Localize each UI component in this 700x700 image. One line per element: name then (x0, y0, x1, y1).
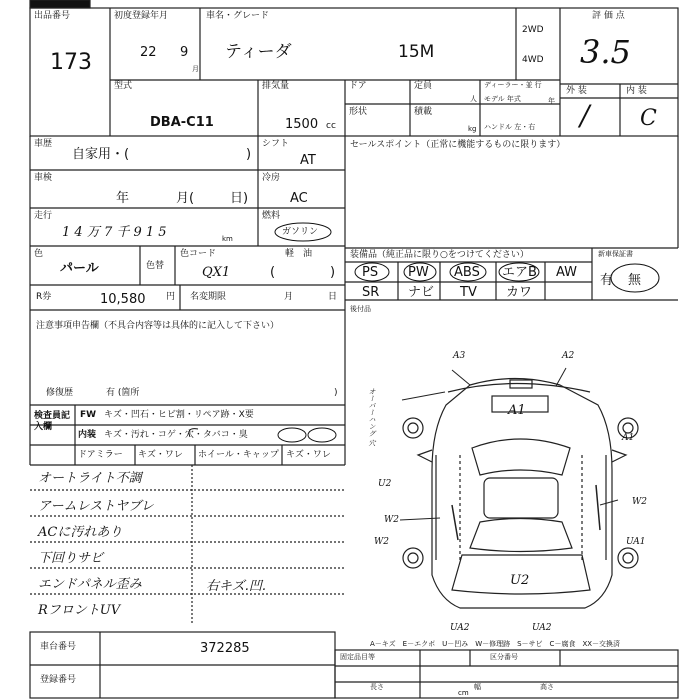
first-reg-month: 9 (180, 45, 189, 60)
handwritten-note: オートライト不調 (38, 471, 142, 486)
warranty-yes: 有 (600, 273, 614, 288)
equip-navi: ナビ (408, 285, 435, 300)
check-fw-text: キズ・凹石・ヒビ割・リペア跡・X要 (104, 410, 254, 420)
capacity-label: 定員 (414, 81, 433, 91)
recycle-value: 10,580 (100, 292, 146, 307)
drive-4wd: 4WD (522, 55, 544, 65)
mark-a2: A2 (562, 351, 575, 361)
equip-abs: ABS (454, 265, 480, 280)
shape-label: 形状 (349, 107, 368, 117)
fixed-label: 固定品目等 (340, 653, 375, 661)
cm-unit: cm (458, 689, 469, 697)
first-reg-label: 初度登録年月 (114, 11, 169, 21)
mark-ua2-right: UA2 (532, 623, 552, 633)
check-fw-label: FW (80, 410, 97, 420)
model-year-unit: 年 (548, 97, 555, 105)
repair-value: 有 (箇所 (106, 388, 140, 398)
mileage-value: 1 4 万 7 千 9 1 5 (62, 225, 167, 240)
equip-airbag: エアB (502, 265, 537, 280)
type-label: 型式 (114, 81, 133, 91)
lot-label: 出品番号 (34, 11, 71, 21)
model-year-label: モデル 年式 (484, 95, 521, 103)
mark-w2-left-low: W2 (374, 537, 389, 547)
mark-w2-right: W2 (632, 497, 647, 507)
reg-label: 登録番号 (40, 675, 77, 685)
mark-w2-left: W2 (384, 515, 399, 525)
color-change-label: 色替 (146, 261, 165, 271)
first-reg-unit: 月 (192, 65, 199, 73)
handwritten-note: RフロントUV (38, 603, 121, 618)
type-value: DBA-C11 (150, 115, 214, 130)
load-unit: kg (468, 125, 477, 133)
check-wheel-damage: キズ・ワレ (286, 450, 331, 460)
capacity-unit: 人 (470, 95, 477, 103)
color-value: パール (60, 261, 99, 276)
aftermarket-label: 後付品 (350, 305, 371, 313)
name-change-label: 名変期限 (190, 292, 227, 302)
new-warranty-label: 新車保証書 (598, 250, 633, 258)
usage-label: 車歴 (34, 139, 53, 149)
handwritten-note: ACに汚れあり (38, 525, 123, 540)
score-label: 評 価 点 (592, 11, 625, 21)
recycle-unit: 円 (166, 292, 176, 302)
shift-label: シフト (262, 139, 290, 149)
model-label: 車名・グレード (206, 11, 270, 21)
mark-u2-left: U2 (378, 479, 392, 489)
inspection-day: 日) (230, 191, 249, 206)
exterior-label: 外 装 (566, 86, 587, 96)
equip-aw: AW (556, 265, 578, 280)
fuel-paren-open: ( (270, 265, 276, 280)
check-wheel-cap: ホイール・キャップ (198, 450, 279, 460)
notes-label: 注意事項申告欄（不具合内容等は具体的に記入して下さい） (36, 321, 280, 331)
color-code-value: QX1 (202, 265, 231, 280)
check-int-text: キズ・汚れ・コゲ・穴・タバコ・臭 (104, 430, 248, 440)
door-label: ドア (349, 81, 367, 91)
chassis-label: 車台番号 (40, 642, 77, 652)
legend: A－キズ E－エクボ U－凹み W－修理跡 S－サビ C－腐食 XX－交換済 (370, 640, 621, 648)
name-change-month: 月 (284, 292, 294, 302)
rear-seat-label: 区分番号 (490, 653, 518, 661)
check-int-label: 内装 (78, 430, 97, 440)
mark-a1-side: A1 (622, 433, 635, 443)
exterior-grade: / (580, 99, 590, 132)
recycle-label: R券 (36, 292, 52, 302)
sales-point-label: セールスポイント（正常に機能するものに限ります） (350, 140, 566, 150)
first-reg-year: 22 (140, 45, 157, 60)
displacement-label: 排気量 (262, 81, 290, 91)
width-label: 幅 (474, 683, 481, 691)
equip-tv: TV (460, 285, 477, 300)
repair-label: 修復歴 (46, 388, 74, 398)
equip-pw: PW (408, 265, 429, 280)
lot-number: 173 (50, 50, 92, 75)
mark-a1-roof: A1 (508, 403, 526, 418)
mileage-label: 走行 (34, 211, 53, 221)
equip-ps: PS (362, 265, 379, 280)
color-label: 色 (34, 249, 44, 259)
handwritten-note: アームレストヤブレ (38, 499, 154, 514)
inspector-label: 検査員記入欄 (34, 411, 71, 432)
height-label: 高さ (540, 683, 554, 691)
load-label: 積載 (414, 107, 433, 117)
equip-leather: カワ (506, 285, 533, 300)
mark-ua1-right: UA1 (626, 537, 646, 547)
fuel-diesel: 軽 油 (285, 249, 313, 259)
inspection-month: 月( (176, 191, 195, 206)
handwritten-note: 下回りサビ (38, 551, 104, 566)
ac-label: 冷房 (262, 173, 281, 183)
equip-label: 装備品（純正品に限り○をつけてください） (350, 250, 529, 260)
drive-2wd: 2WD (522, 25, 544, 35)
mileage-unit: km (222, 235, 233, 243)
dealer-label: ディーラー・並 行 (484, 81, 542, 89)
inspection-label: 車検 (34, 173, 53, 183)
mark-a3: A3 (453, 351, 466, 361)
shift-value: AT (300, 153, 316, 168)
handwritten-note-right: 右キズ.凹. (206, 579, 267, 594)
usage-value: 自家用・( (72, 147, 130, 162)
name-change-day: 日 (328, 292, 338, 302)
check-door-mirror: ドアミラー (78, 450, 123, 460)
usage-close: ) (246, 147, 252, 162)
color-code-label: 色コード (180, 249, 217, 259)
mark-bumper-note: オーバーハング 穴 (368, 388, 376, 447)
warranty-no: 無 (628, 273, 642, 288)
repair-close: ) (334, 388, 338, 398)
check-door-mirror-damage: キズ・ワレ (138, 450, 183, 460)
score-value: 3.5 (580, 33, 631, 71)
equip-sr: SR (362, 285, 380, 300)
fuel-gas: ガソリン (282, 227, 319, 237)
grade: 15M (398, 42, 435, 62)
displacement-unit: cc (326, 121, 336, 131)
chassis-value: 372285 (200, 641, 250, 656)
interior-label: 内 装 (626, 86, 647, 96)
handle-label: ハンドル 左・右 (484, 123, 536, 131)
ac-value: AC (290, 191, 308, 206)
handwritten-note: エンドパネル歪み (38, 577, 142, 592)
model-name: ティーダ (225, 42, 292, 62)
inspection-year: 年 (116, 191, 130, 206)
mark-ua2-left: UA2 (450, 623, 470, 633)
mark-u2-rear: U2 (510, 573, 530, 588)
interior-grade: C (640, 106, 657, 131)
displacement-value: 1500 (285, 117, 319, 132)
fuel-label: 燃料 (262, 211, 281, 221)
length-label: 長さ (370, 683, 384, 691)
fuel-paren-close: ) (330, 265, 336, 280)
